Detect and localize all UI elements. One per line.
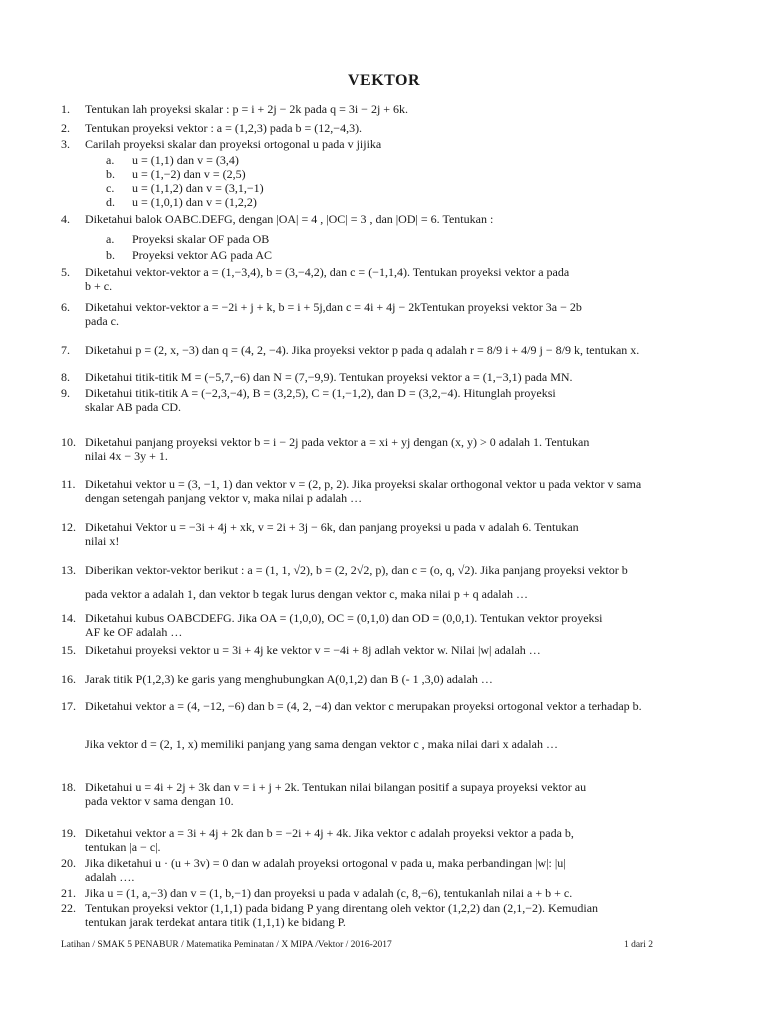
question-text: Jika diketahui u · (u + 3v) = 0 dan w adalah proyeksi ortogonal v pada u, maka perbandingan |w|: |u| <box>85 856 566 870</box>
question-2 <box>61 121 709 135</box>
question-4 <box>61 212 709 226</box>
question-number: 9. <box>61 386 70 400</box>
subitem-text: u = (1,1,2) dan v = (3,1,−1) <box>132 181 264 195</box>
question-number: 21. <box>61 886 76 900</box>
question-text-cont: skalar AB pada CD. <box>85 400 181 414</box>
question-7 <box>61 343 709 357</box>
question-text: Diberikan vektor-vektor berikut : a = (1, 1, √2), b = (2, 2√2, p), dan c = (o, q, √2). Jika panjang proyeksi vektor b <box>85 563 628 577</box>
question-text-cont: pada vektor v sama dengan 10. <box>85 794 234 808</box>
question-text: Carilah proyeksi skalar dan proyeksi ortogonal u pada v jijika <box>85 137 382 151</box>
question-text-cont: b + c. <box>85 279 113 293</box>
question-text-cont: tentukan jarak terdekat antara titik (1,1,1) ke bidang P. <box>85 915 346 929</box>
question-22 <box>61 901 709 929</box>
question-number: 6. <box>61 300 70 314</box>
question-text: Jarak titik P(1,2,3) ke garis yang menghubungkan A(0,1,2) dan B (- 1 ,3,0) adalah … <box>85 672 493 686</box>
question-text: Diketahui panjang proyeksi vektor b = i − 2j pada vektor a = xi + yj dengan (x, y) > 0 adalah 1. Tentukan <box>85 435 590 449</box>
question-number: 2. <box>61 121 70 135</box>
question-number: 13. <box>61 563 76 577</box>
question-text: Jika u = (1, a,−3) dan v = (1, b,−1) dan proyeksi u pada v adalah (c, 8,−6), tentukanlah nilai a + b + c. <box>85 886 573 900</box>
page-title: VEKTOR <box>347 72 421 89</box>
subitem-3b <box>106 167 666 181</box>
question-number: 14. <box>61 611 76 625</box>
question-number: 10. <box>61 435 76 449</box>
question-number: 18. <box>61 780 76 794</box>
question-17 <box>61 699 709 751</box>
question-text-cont: tentukan |a − c|. <box>85 840 161 854</box>
question-text: Diketahui Vektor u = −3i + 4j + xk, v = 2i + 3j − 6k, dan panjang proyeksi u pada v adalah 6. Tentukan <box>85 520 579 534</box>
subitem-text: Proyeksi vektor AG pada AC <box>132 248 272 262</box>
question-15 <box>61 643 709 657</box>
question-10 <box>61 435 709 463</box>
subitem-label: a. <box>106 232 115 246</box>
question-3 <box>61 137 709 151</box>
question-20 <box>61 856 709 884</box>
question-12 <box>61 520 709 548</box>
question-text-cont: nilai x! <box>85 534 120 548</box>
question-number: 16. <box>61 672 76 686</box>
question-1 <box>61 102 709 116</box>
question-text: Diketahui titik-titik M = (−5,7,−6) dan N = (7,−9,9). Tentukan proyeksi vektor a = (1,−3,1) pada MN. <box>85 370 573 384</box>
question-text: Diketahui proyeksi vektor u = 3i + 4j ke vektor v = −4i + 8j adlah vektor w. Nilai |w| adalah … <box>85 643 541 657</box>
question-text: Tentukan proyeksi vektor : a = (1,2,3) pada b = (12,−4,3). <box>85 121 363 135</box>
question-18 <box>61 780 709 808</box>
question-text: Diketahui titik-titik A = (−2,3,−4), B = (3,2,5), C = (1,−1,2), dan D = (3,2,−4). Hitunglah proyeksi <box>85 386 556 400</box>
question-13 <box>61 563 709 601</box>
question-number: 11. <box>61 477 76 491</box>
question-number: 4. <box>61 212 70 226</box>
question-text: Diketahui vektor-vektor a = −2i + j + k, b = i + 5j,dan c = 4i + 4j − 2kTentukan proyeksi vektor 3a − 2b <box>85 300 582 314</box>
subitem-label: a. <box>106 153 115 167</box>
question-text: Diketahui balok OABC.DEFG, dengan |OA| = 4 , |OC| = 3 , dan |OD| = 6. Tentukan : <box>85 212 494 226</box>
question-number: 19. <box>61 826 76 840</box>
question-9 <box>61 386 709 414</box>
question-text: Diketahui vektor a = (4, −12, −6) dan b = (4, 2, −4) dan vektor c merupakan proyeksi ortogonal vektor a terhadap b. <box>85 699 642 713</box>
subitem-3a <box>106 153 666 167</box>
question-number: 12. <box>61 520 76 534</box>
page-number: 1 dari 2 <box>623 940 653 950</box>
question-text-cont: Jika vektor d = (2, 1, x) memiliki panjang yang sama dengan vektor c , maka nilai dari x adalah … <box>85 737 558 751</box>
question-text: Diketahui kubus OABCDEFG. Jika OA = (1,0,0), OC = (0,1,0) dan OD = (0,0,1). Tentukan vektor proyeksi <box>85 611 603 625</box>
subitem-text: Proyeksi skalar OF pada OB <box>132 232 270 246</box>
subitem-label: b. <box>106 167 115 181</box>
question-number: 20. <box>61 856 76 870</box>
subitem-text: u = (1,0,1) dan v = (1,2,2) <box>132 195 257 209</box>
question-number: 22. <box>61 901 76 915</box>
subitem-4a <box>106 232 666 246</box>
subitem-3d <box>106 195 666 209</box>
question-14 <box>61 611 709 639</box>
question-text: Diketahui p = (2, x, −3) dan q = (4, 2, −4). Jika proyeksi vektor p pada q adalah r = 8/9 i + 4/9 j − 8/9 k, tentukan x. <box>85 343 640 357</box>
subitem-label: b. <box>106 248 115 262</box>
subitem-3c <box>106 181 666 195</box>
question-number: 1. <box>61 102 70 116</box>
question-text-cont: adalah …. <box>85 870 135 884</box>
subitem-label: c. <box>106 181 115 195</box>
subitem-text: u = (1,1) dan v = (3,4) <box>132 153 239 167</box>
question-text-cont: AF ke OF adalah … <box>85 625 183 639</box>
question-6 <box>61 300 709 328</box>
subitem-4b <box>106 248 666 262</box>
question-21 <box>61 886 709 900</box>
question-16 <box>61 672 709 686</box>
question-text: Diketahui u = 4i + 2j + 3k dan v = i + j + 2k. Tentukan nilai bilangan positif a supaya proyeksi vektor au <box>85 780 587 794</box>
question-number: 3. <box>61 137 70 151</box>
question-text-cont: pada c. <box>85 314 119 328</box>
question-number: 5. <box>61 265 70 279</box>
question-19 <box>61 826 709 854</box>
question-text: Diketahui vektor-vektor a = (1,−3,4), b = (3,−4,2), dan c = (−1,1,4). Tentukan proyeksi vektor a pada <box>85 265 570 279</box>
footer-source: Latihan / SMAK 5 PENABUR / Matematika Peminatan / X MIPA /Vektor / 2016-2017 <box>61 940 392 950</box>
question-text-cont: pada vektor a adalah 1, dan vektor b tegak lurus dengan vektor c, maka nilai p + q adalah … <box>85 587 528 601</box>
question-8 <box>61 370 709 384</box>
subitem-label: d. <box>106 195 115 209</box>
question-11 <box>61 477 709 505</box>
question-text: Diketahui vektor a = 3i + 4j + 2k dan b = −2i + 4j + 4k. Jika vektor c adalah proyeksi vektor a pada b, <box>85 826 574 840</box>
question-text: Diketahui vektor u = (3, −1, 1) dan vektor v = (2, p, 2). Jika proyeksi skalar orthogonal vektor u pada vektor v sama <box>85 477 642 491</box>
question-text-cont: dengan setengah panjang vektor v, maka nilai p adalah … <box>85 491 363 505</box>
question-text-cont: nilai 4x − 3y + 1. <box>85 449 168 463</box>
question-text: Tentukan proyeksi vektor (1,1,1) pada bidang P yang direntang oleh vektor (1,2,2) dan (2,1,−2). Kemudian <box>85 901 599 915</box>
question-text: Tentukan lah proyeksi skalar : p = i + 2j − 2k pada q = 3i − 2j + 6k. <box>85 102 409 116</box>
subitem-text: u = (1,−2) dan v = (2,5) <box>132 167 246 181</box>
question-number: 8. <box>61 370 70 384</box>
question-number: 17. <box>61 699 76 713</box>
question-5 <box>61 265 709 293</box>
question-number: 15. <box>61 643 76 657</box>
question-number: 7. <box>61 343 70 357</box>
